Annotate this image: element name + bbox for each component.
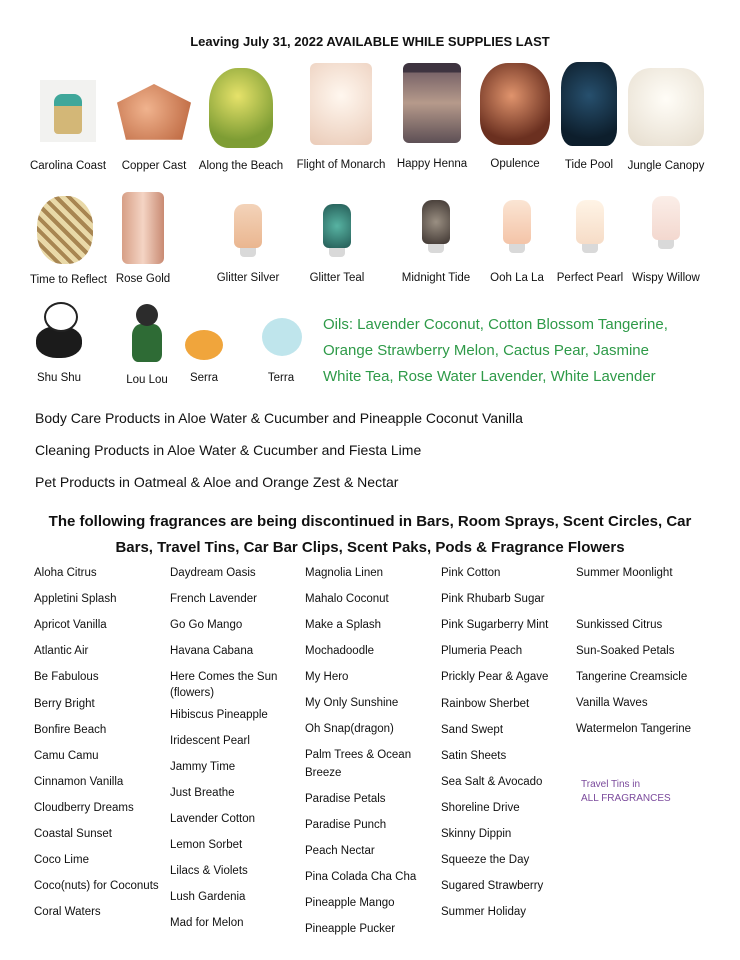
warmer-label: Glitter Silver: [216, 272, 280, 284]
warmer-label: Perfect Pearl: [556, 272, 624, 284]
fragrance-item: Make a Splash: [305, 619, 382, 631]
fragrance-item: Tangerine Creamsicle: [576, 671, 688, 683]
note-line: ALL FRAGRANCES: [581, 793, 671, 804]
fragrance-column-2: [170, 566, 277, 942]
warmer-happy-henna: [392, 63, 472, 170]
doll-image: [128, 304, 166, 368]
fragrance-item: Mochadoodle: [305, 645, 375, 657]
warmer-image: [122, 192, 164, 264]
page-title: Leaving July 31, 2022 AVAILABLE WHILE SUPPLIES LAST: [190, 34, 550, 49]
buddy-lou-lou: [122, 304, 172, 386]
fragrance-item: Lush Gardenia: [170, 891, 246, 903]
warmer-label: Time to Reflect: [30, 274, 107, 286]
fragrance-item: Lemon Sorbet: [170, 839, 243, 851]
note-line: Travel Tins in: [581, 779, 641, 790]
fragrance-item: Sand Swept: [441, 724, 504, 736]
fragrance-item: Satin Sheets: [441, 750, 507, 762]
warmer-image: [561, 62, 617, 146]
fragrance-item: Coco Lime: [34, 854, 89, 866]
plugin-midnight-tide: [392, 200, 480, 284]
plugin-perfect-pearl: [554, 200, 626, 284]
fragrance-item: Sea Salt & Avocado: [441, 776, 543, 788]
warmer-label: Opulence: [490, 158, 540, 170]
buddy-serra: [180, 320, 228, 384]
warmer-image: [422, 200, 450, 244]
fragrance-item: Paradise Petals: [305, 793, 386, 805]
warmer-label: Wispy Willow: [632, 272, 700, 284]
warmer-label: Copper Cast: [121, 160, 187, 172]
fragrance-item: Camu Camu: [34, 750, 99, 762]
buddy-shu-shu: [28, 302, 90, 384]
body-care-line: Body Care Products in Aloe Water & Cucumber and Pineapple Coconut Vanilla: [35, 410, 523, 426]
warmer-image: [37, 196, 93, 264]
warmer-image: [576, 200, 604, 244]
warmer-time-to-reflect: [30, 196, 107, 286]
warmer-opulence: [477, 63, 553, 170]
dinosaur-image: [181, 320, 227, 364]
panda-image: [28, 302, 90, 362]
warmer-label: Carolina Coast: [29, 160, 107, 172]
fragrance-column-3: [305, 566, 416, 948]
fragrance-item: Coral Waters: [34, 906, 101, 918]
fragrance-item: My Only Sunshine: [305, 697, 399, 709]
buddy-label: Shu Shu: [36, 372, 82, 384]
fragrance-item: Prickly Pear & Agave: [441, 671, 549, 683]
warmer-along-the-beach: [196, 68, 286, 172]
fragrance-item: Pink Sugarberry Mint: [441, 619, 549, 631]
warmer-label: Jungle Canopy: [627, 160, 705, 172]
warmer-rose-gold: [110, 192, 176, 285]
fragrance-item: Appletini Splash: [34, 593, 117, 605]
fragrance-item: Sugared Strawberry: [441, 880, 544, 892]
fragrance-item: Jammy Time: [170, 761, 236, 773]
oils-line: Orange Strawberry Melon, Cactus Pear, Jasmine: [323, 342, 649, 359]
fragrance-column-1: [34, 566, 159, 931]
fragrance-item: Hibiscus Pineapple: [170, 709, 268, 721]
fragrance-item: Cloudberry Dreams: [34, 802, 134, 814]
fragrance-item: Rainbow Sherbet: [441, 698, 530, 710]
warmer-jungle-canopy: [624, 68, 708, 172]
fragrance-item: Here Comes the Sun: [170, 671, 278, 683]
buddy-label: Serra: [189, 372, 219, 384]
warmer-label: Happy Henna: [396, 158, 468, 170]
warmer-flight-of-monarch: [295, 63, 387, 171]
fragrance-item: Vanilla Waves: [576, 697, 648, 709]
fragrance-item: (flowers): [170, 687, 215, 699]
fragrance-item: Pineapple Mango: [305, 897, 395, 909]
warmer-tide-pool: [556, 62, 622, 171]
fragrance-item: Summer Moonlight: [576, 567, 673, 579]
fragrance-item: Palm Trees & Ocean: [305, 749, 412, 761]
warmer-image: [209, 68, 273, 148]
plugin-glitter-silver: [208, 204, 288, 284]
warmer-image: [628, 68, 704, 146]
warmer-image: [503, 200, 531, 244]
fragrance-item: Mad for Melon: [170, 917, 244, 929]
fragrance-item: Berry Bright: [34, 698, 95, 710]
fragrance-item: Pineapple Pucker: [305, 923, 396, 935]
buddy-label: Lou Lou: [126, 374, 168, 386]
warmer-label: Tide Pool: [564, 159, 614, 171]
fragrance-item: French Lavender: [170, 593, 257, 605]
warmer-label: Rose Gold: [115, 273, 171, 285]
fragrance-item: Peach Nectar: [305, 845, 375, 857]
fragrance-item: Magnolia Linen: [305, 567, 384, 579]
warmer-carolina-coast: [28, 80, 108, 172]
fragrance-item: Summer Holiday: [441, 906, 526, 918]
fragrance-item: Cinnamon Vanilla: [34, 776, 124, 788]
fragrance-column-4: [441, 566, 548, 931]
buddy-label: Terra: [267, 372, 295, 384]
fragrance-item: Havana Cabana: [170, 645, 254, 657]
fragrance-item: Pink Cotton: [441, 567, 501, 579]
warmer-copper-cast: [116, 84, 192, 172]
fragrance-item: Shoreline Drive: [441, 802, 520, 814]
fragrance-item: Daydream Oasis: [170, 567, 256, 579]
plugin-ooh-la-la: [486, 200, 548, 284]
warmer-image: [652, 196, 680, 240]
fragrance-item: Sun-Soaked Petals: [576, 645, 675, 657]
fragrance-item: Watermelon Tangerine: [576, 723, 692, 735]
oils-list: [323, 312, 723, 390]
fragrance-item: Coco(nuts) for Coconuts: [34, 880, 159, 892]
unicorn-image: [256, 306, 306, 362]
cleaning-line: Cleaning Products in Aloe Water & Cucumber and Fiesta Lime: [35, 442, 422, 458]
fragrance-item: My Hero: [305, 671, 349, 683]
warmer-image: [403, 63, 461, 143]
buddy-terra: [256, 306, 306, 384]
fragrance-item: Skinny Dippin: [441, 828, 512, 840]
fragrance-item: Apricot Vanilla: [34, 619, 107, 631]
warmer-label: Along the Beach: [198, 160, 284, 172]
warmer-label: Midnight Tide: [401, 272, 471, 284]
fragrance-item: Aloha Citrus: [34, 567, 97, 579]
warmer-image: [323, 204, 351, 248]
pet-line: Pet Products in Oatmeal & Aloe and Orange Zest & Nectar: [35, 474, 399, 490]
plugin-wispy-willow: [626, 196, 706, 284]
warmer-image: [480, 63, 550, 145]
fragrance-item: Pink Rhubarb Sugar: [441, 593, 545, 605]
fragrance-item: Atlantic Air: [34, 645, 89, 657]
oils-line: White Tea, Rose Water Lavender, White Lavender: [323, 368, 656, 385]
warmer-image: [310, 63, 372, 145]
discontinued-heading: The following fragrances are being discontinued in Bars, Room Sprays, Scent Circles, Car: [48, 513, 692, 530]
warmer-image: [234, 204, 262, 248]
fragrance-item: Mahalo Coconut: [305, 593, 389, 605]
fragrance-item: Breeze: [305, 767, 342, 779]
fragrance-item: Bonfire Beach: [34, 724, 107, 736]
fragrance-item: Be Fabulous: [34, 671, 99, 683]
travel-tins-note: [581, 778, 671, 806]
warmer-label: Ooh La La: [490, 272, 544, 284]
fragrance-item: Just Breathe: [170, 787, 235, 799]
fragrance-item: Lavender Cotton: [170, 813, 256, 825]
fragrance-item: Lilacs & Violets: [170, 865, 248, 877]
plugin-glitter-teal: [298, 204, 376, 284]
fragrance-item: Go Go Mango: [170, 619, 243, 631]
warmer-label: Flight of Monarch: [296, 159, 386, 171]
fragrance-item: Iridescent Pearl: [170, 735, 250, 747]
warmer-image: [117, 84, 191, 146]
fragrance-item: Coastal Sunset: [34, 828, 112, 840]
fragrance-item: Pina Colada Cha Cha: [305, 871, 417, 883]
oils-line: Oils: Lavender Coconut, Cotton Blossom Tangerine,: [323, 316, 668, 333]
fragrance-item: Plumeria Peach: [441, 645, 523, 657]
fragrance-item: Oh Snap(dragon): [305, 723, 394, 735]
discontinued-heading: Bars, Travel Tins, Car Bar Clips, Scent Paks, Pods & Fragrance Flowers: [115, 539, 625, 556]
warmer-image: [40, 80, 96, 142]
warmer-label: Glitter Teal: [309, 272, 365, 284]
fragrance-column-5: [576, 566, 691, 748]
fragrance-item: Sunkissed Citrus: [576, 619, 663, 631]
fragrance-item: Paradise Punch: [305, 819, 387, 831]
fragrance-item: Squeeze the Day: [441, 854, 530, 866]
